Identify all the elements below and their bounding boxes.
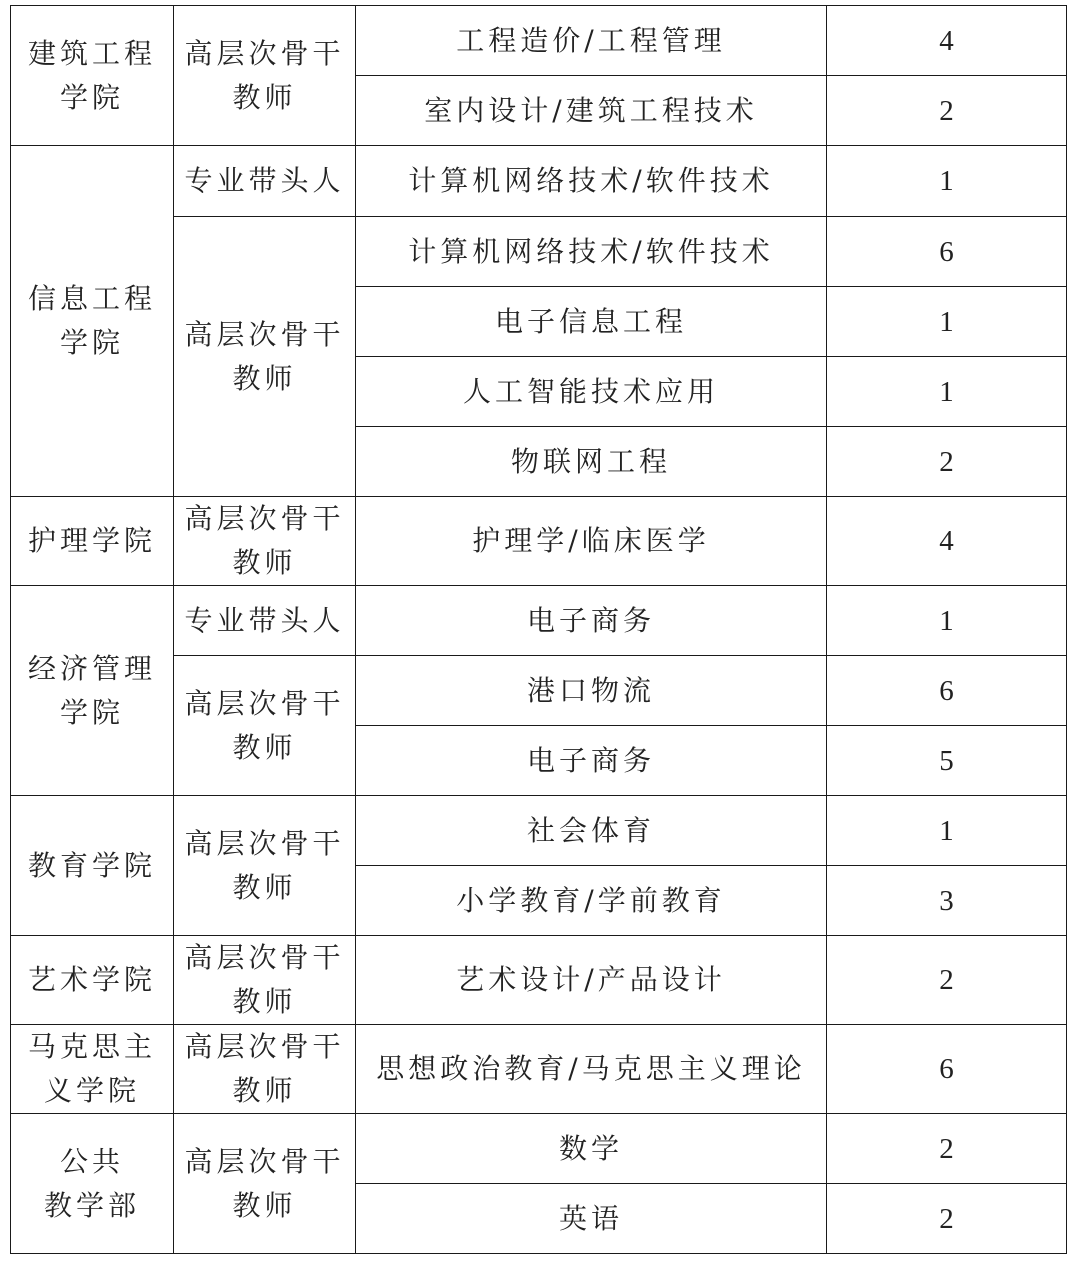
count-cell: 1 <box>827 287 1067 357</box>
count-cell: 3 <box>827 866 1067 936</box>
count-cell: 2 <box>827 1184 1067 1254</box>
table-row <box>11 936 1067 1025</box>
position-cell: 高层次骨干 教师 <box>174 656 356 796</box>
recruitment-table <box>10 5 1067 1254</box>
college-cell: 护理学院 <box>11 497 174 586</box>
position-cell: 高层次骨干 教师 <box>174 497 356 586</box>
position-cell: 高层次骨干 教师 <box>174 1114 356 1254</box>
count-cell: 4 <box>827 6 1067 76</box>
count-cell: 2 <box>827 427 1067 497</box>
position-cell: 高层次骨干 教师 <box>174 796 356 936</box>
college-cell: 教育学院 <box>11 796 174 936</box>
position-cell: 高层次骨干 教师 <box>174 936 356 1025</box>
table-row <box>11 1025 1067 1114</box>
count-cell: 6 <box>827 656 1067 726</box>
position-cell: 专业带头人 <box>174 586 356 656</box>
count-cell: 6 <box>827 1025 1067 1114</box>
table-row <box>11 1114 1067 1184</box>
count-cell: 4 <box>827 497 1067 586</box>
major-cell: 数学 <box>356 1114 827 1184</box>
major-cell: 艺术设计/产品设计 <box>356 936 827 1025</box>
college-cell: 艺术学院 <box>11 936 174 1025</box>
count-cell: 6 <box>827 217 1067 287</box>
count-cell: 1 <box>827 586 1067 656</box>
count-cell: 2 <box>827 936 1067 1025</box>
count-cell: 5 <box>827 726 1067 796</box>
major-cell: 社会体育 <box>356 796 827 866</box>
major-cell: 工程造价/工程管理 <box>356 6 827 76</box>
count-cell: 1 <box>827 796 1067 866</box>
college-cell: 马克思主 义学院 <box>11 1025 174 1114</box>
major-cell: 电子商务 <box>356 586 827 656</box>
position-cell: 高层次骨干 教师 <box>174 1025 356 1114</box>
major-cell: 英语 <box>356 1184 827 1254</box>
position-cell: 高层次骨干 教师 <box>174 6 356 146</box>
major-cell: 护理学/临床医学 <box>356 497 827 586</box>
count-cell: 1 <box>827 146 1067 217</box>
major-cell: 港口物流 <box>356 656 827 726</box>
major-cell: 电子商务 <box>356 726 827 796</box>
table-row <box>11 6 1067 76</box>
major-cell: 电子信息工程 <box>356 287 827 357</box>
major-cell: 人工智能技术应用 <box>356 357 827 427</box>
count-cell: 2 <box>827 76 1067 146</box>
major-cell: 思想政治教育/马克思主义理论 <box>356 1025 827 1114</box>
major-cell: 室内设计/建筑工程技术 <box>356 76 827 146</box>
college-cell: 信息工程 学院 <box>11 146 174 497</box>
major-cell: 计算机网络技术/软件技术 <box>356 217 827 287</box>
position-cell: 高层次骨干 教师 <box>174 217 356 497</box>
major-cell: 小学教育/学前教育 <box>356 866 827 936</box>
major-cell: 物联网工程 <box>356 427 827 497</box>
count-cell: 2 <box>827 1114 1067 1184</box>
table-row <box>11 796 1067 866</box>
position-cell: 专业带头人 <box>174 146 356 217</box>
table-row <box>11 497 1067 586</box>
table-row <box>11 586 1067 656</box>
count-cell: 1 <box>827 357 1067 427</box>
college-cell: 公共 教学部 <box>11 1114 174 1254</box>
table-row <box>11 146 1067 217</box>
college-cell: 经济管理 学院 <box>11 586 174 796</box>
major-cell: 计算机网络技术/软件技术 <box>356 146 827 217</box>
college-cell: 建筑工程 学院 <box>11 6 174 146</box>
